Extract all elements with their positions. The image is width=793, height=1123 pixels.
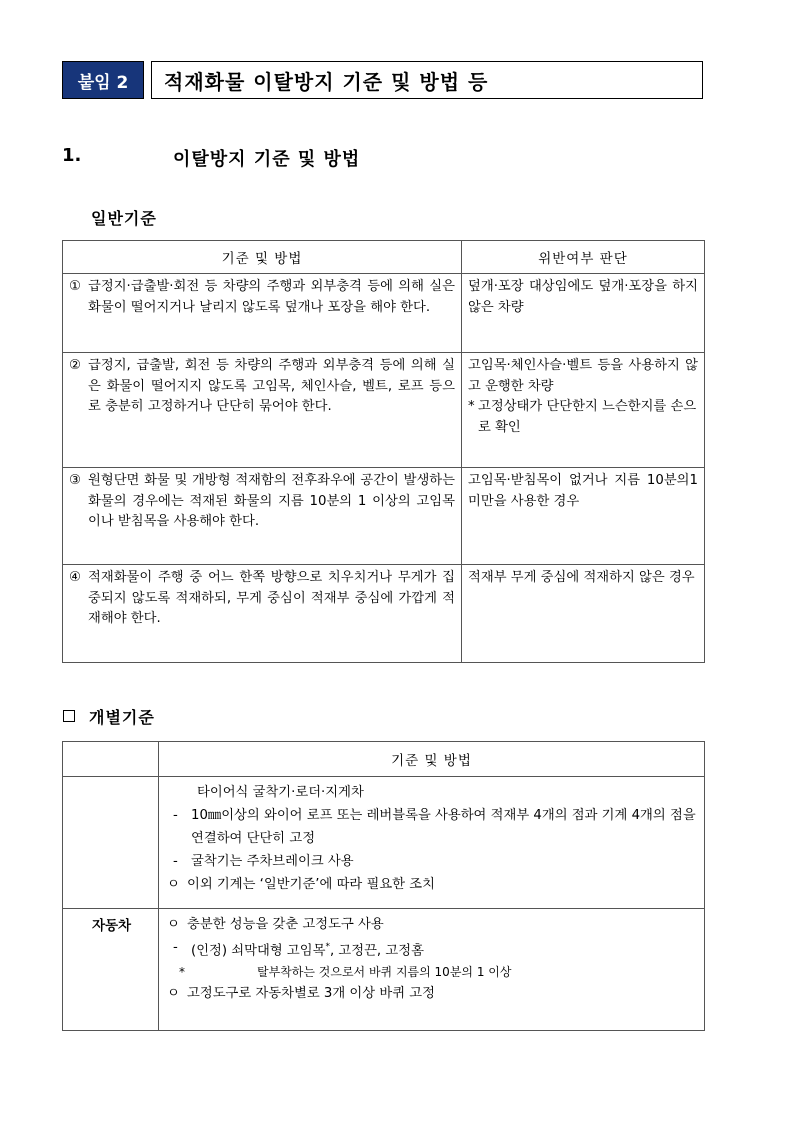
item-marker: ② — [69, 358, 81, 373]
table-row — [63, 274, 705, 353]
document-title: 적재화물 이탈방지 기준 및 방법 등 — [151, 61, 703, 99]
judge-text: 고임목·받침목이 없거나 지름 10분의1 미만을 사용한 경우 — [468, 473, 698, 509]
column-header-label — [63, 742, 159, 777]
table-row — [63, 468, 705, 565]
bullet-marker: ㅇ — [167, 986, 180, 1002]
method-line: 이외 기계는 ‘일반기준’에 따라 필요한 조치 — [187, 877, 435, 892]
table-header-row — [63, 241, 705, 274]
column-header-method: 기준 및 방법 — [159, 742, 705, 777]
general-standard-table — [62, 240, 705, 663]
item-marker: ① — [69, 279, 81, 294]
method-line: 타이어식 굴착기·로더·지게차 — [197, 785, 364, 800]
individual-standard-table — [62, 741, 705, 1031]
judge-text: 고임목·체인사슬·벨트 등을 사용하지 않고 운행한 차량 — [468, 358, 698, 394]
item-marker: ③ — [69, 473, 81, 488]
method-text: 급정지, 급출발, 회전 등 차량의 주행과 외부충격 등에 의해 실은 화물이 떨어지지 않도록 고임목, 체인사슬, 벨트, 로프 등으로 충분히 고정하거나 단단히 묶어야 한다. — [88, 358, 455, 414]
method-line: 고정도구로 자동차별로 3개 이상 바퀴 고정 — [187, 986, 435, 1002]
table-header-row — [63, 742, 705, 777]
method-text: 급정지·급출발·회전 등 차량의 주행과 외부충격 등에 의해 실은 화물이 떨어지거나 날리지 않도록 덮개나 포장을 해야 한다. — [88, 279, 455, 315]
table-row — [63, 353, 705, 468]
dash-marker: - — [173, 940, 178, 955]
column-header-judge: 위반여부 판단 — [462, 241, 705, 274]
footnote-marker: * — [179, 965, 185, 980]
judge-text: 적재부 무게 중심에 적재하지 않은 경우 — [468, 570, 695, 585]
method-text: 적재화물이 주행 중 어느 한쪽 방향으로 치우치거나 무게가 집중되지 않도록 적재하되, 무게 중심이 적재부 중심에 가깝게 적재해야 한다. — [88, 570, 455, 626]
individual-standard-heading: 개별기준 — [89, 708, 155, 727]
row-label — [63, 777, 159, 909]
judge-text: 덮개·포장 대상임에도 덮개·포장을 하지 않은 차량 — [468, 279, 698, 315]
checkbox-bullet-icon — [63, 710, 75, 722]
table-row — [63, 777, 705, 909]
item-marker: ④ — [69, 570, 81, 585]
method-text: 원형단면 화물 및 개방형 적재함의 전후좌우에 공간이 발생하는 화물의 경우에는 적재된 화물의 지름 10분의 1 이상의 고임목이나 받침목을 사용해야 한다. — [88, 473, 455, 529]
dash-marker: - — [173, 808, 178, 823]
note-marker: * — [468, 399, 475, 414]
bullet-marker: ㅇ — [167, 917, 180, 932]
table-row — [63, 565, 705, 663]
method-footnote: 탈부착하는 것으로서 바퀴 지름의 10분의 1 이상 — [257, 965, 512, 980]
judge-note: 고정상태가 단단한지 느슨한지를 손으로 확인 — [478, 399, 697, 435]
dash-marker: - — [173, 854, 178, 869]
table-row — [63, 909, 705, 1031]
method-line: 굴착기는 주차브레이크 사용 — [191, 854, 354, 869]
method-line: (인정) 쇠막대형 고임목*, 고정끈, 고정홈 — [191, 942, 424, 959]
column-header-method: 기준 및 방법 — [63, 241, 462, 274]
method-line: 충분한 성능을 갖춘 고정도구 사용 — [187, 917, 384, 932]
section-number: 1. — [62, 145, 82, 166]
bullet-marker: ㅇ — [167, 877, 180, 892]
section-title: 이탈방지 기준 및 방법 — [173, 149, 361, 170]
method-line: 10㎜이상의 와이어 로프 또는 레버블록을 사용하여 적재부 4개의 점과 기계 4개의 점을 연결하여 단단히 고정 — [191, 808, 696, 846]
general-standard-heading: 일반기준 — [91, 209, 157, 228]
attachment-badge: 붙임 2 — [62, 61, 144, 99]
row-label-vehicle: 자동차 — [63, 909, 159, 1031]
